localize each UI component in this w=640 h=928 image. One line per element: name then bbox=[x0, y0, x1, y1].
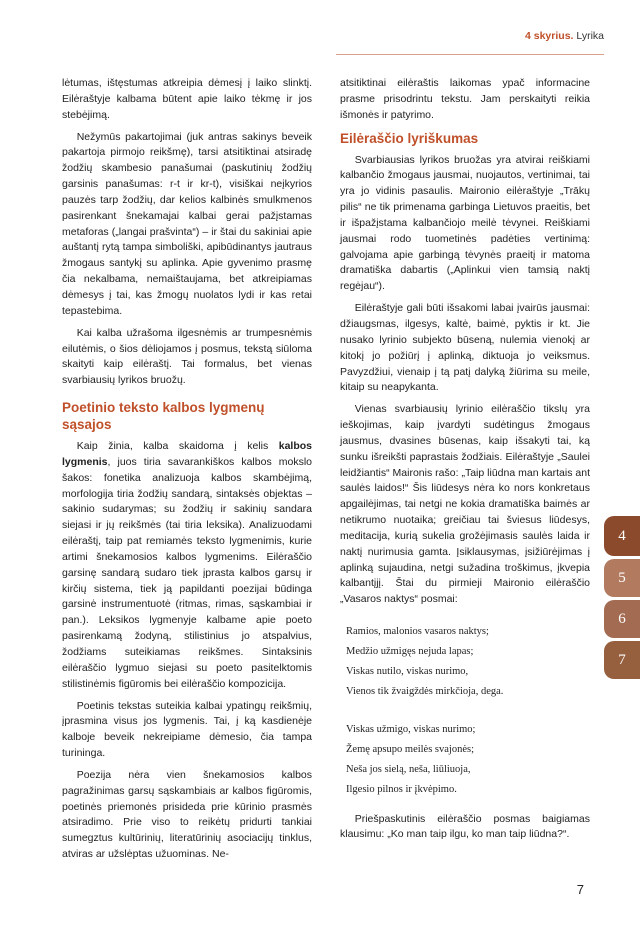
chapter-tab-4[interactable]: 4 bbox=[604, 516, 640, 556]
poem-line: Ramios, malonios vasaros naktys; bbox=[346, 626, 489, 638]
paragraph: Poetinis tekstas suteikia kalbai ypatingų reikšmių, įprasmina visus jos lygmenis. Tai, į ką kasdienėje kalboje beveik nekreipiame dėmesio, čia tampa turininga. bbox=[62, 699, 312, 760]
poem-line: Neša jos sielą, neša, liūliuoja, bbox=[346, 763, 471, 775]
left-column bbox=[62, 76, 312, 869]
running-head bbox=[525, 30, 604, 42]
section-heading: Poetinio teksto kalbos lygmenų sąsajos bbox=[62, 400, 265, 433]
header-rule bbox=[336, 54, 604, 55]
paragraph-text: , juos tiria savarankiškos kalbos mokslo šakos: fonetika analizuoja kalbos skambėjimą, morfologija tiria žodžių sandarą, sintaksės objektas – sakinio sudarymas; su žodžių ir sakinių sandara siejasi ir jų reikšmės (tai tiria leksika). Analizuodami eilėraštį, taip pat remiamės teksto lygmenimis, kurie artimi šnekamosios kalbos lygmenims. Eilėraščio garsinę sandarą sudaro tiek įprasta kalbos garsų ir kirčių sistema, tiek ją papildanti poezijai būdinga garsinė instrumentuotė (ritmas, rimas, sąskambiai ir pan.). Leksikos lygmenyje kalbame apie poeto pasirenkamą žodyną, stilistinius jo atspalvius, žodžiams suteikiamas reikšmes. Sintaksinis eilėraščio lygmuo siejasi su poeto pasitelktomis stilistinėmis figūromis bei eilėraščio kompozicija. bbox=[62, 455, 312, 690]
paragraph: Kai kalba užrašoma ilgesnėmis ar trumpesnėmis eilutėmis, o šios dėliojamos į posmus, tekstą siūloma skaityti kaip eilėraštį. Tai formalus, bet vienas svarbiausių lyrikos bruožų. bbox=[62, 326, 312, 387]
paragraph: lėtumas, ištęstumas atkreipia dėmesį į laiko slinktį. Eilėraštyje kalbama būtent apie laiko tėkmę ir jos stebėjimą. bbox=[62, 77, 312, 121]
poem-line: Vienos tik žvaigždės mirkčioja, dega. bbox=[346, 685, 504, 697]
paragraph: atsitiktinai eilėraštis laikomas ypač informacine prasme prisodrintu tekstu. Jam perskaityti reikia išmonės ir patyrimo. bbox=[340, 77, 590, 121]
poem-line: Žemę apsupo meilės svajonės; bbox=[346, 744, 475, 756]
chapter-tabs bbox=[604, 516, 640, 682]
paragraph: Poezija nėra vien šnekamosios kalbos pagražinimas garsų sąskambiais ar kalbos figūromis, poetinės priemonės prisideda prie kūrinio prasmės atsiradimo. Prie viso to reikėtų pridurti tankiai sumegztus kultūrinių, literatūrinių asociacijų tinklus, atviras ar užslėptas užuominas. Ne- bbox=[62, 768, 312, 861]
paragraph-text: Kaip žinia, kalba skaidoma į kelis bbox=[76, 440, 279, 453]
bold-term: kalbos lygmenis bbox=[62, 440, 312, 468]
right-column bbox=[340, 76, 590, 849]
section-heading: Eilėraščio lyriškumas bbox=[340, 130, 479, 146]
paragraph: Eilėraštyje gali būti išsakomi labai įvairūs jausmai: džiaugsmas, ilgesys, kaltė, baimė, pyktis ir kt. Jie nusako lyrinio subjekto būseną, nulemia vienokį ar kitokį jo požiūrį į aplinką, diktuoja jo veiksmus. Pavyzdžiui, vienaip į tą patį dalyką žiūrima su meile, kitaip su neapykanta. bbox=[340, 302, 590, 394]
poem-line: Viskas nutilo, viskas nurimo, bbox=[346, 665, 469, 677]
chapter-tab-5[interactable]: 5 bbox=[604, 559, 640, 597]
paragraph: Nežymūs pakartojimai (juk antras sakinys beveik pakartoja pirmojo reikšmę), tarsi atsitiktinai atsiradę žodžių skambesio panašumai (paskutinių žodžių garsinis panašumas: r-t ir kr-t), visiškai neįkyrios pauzės tarp žodžių, dar kelios kalbinės smulkmenos pasirenkant šnekamajai kalbai gerai pažįstamas metaforas („langai prašvinta“) – ir štai du sakiniai apie auštantį rytą tampa simboliški, apibūdinantys jautraus žmogaus santykį su aplinka. Apie gyvenimo prasmę čia nekalbama, nemaištaujama, bet atkreipiamas dėmesys į tai, kas žmogų nuolatos lydi ir kas retai tepastebima. bbox=[62, 130, 312, 317]
poem-line: Ilgesio pilnos ir įkvėpimo. bbox=[346, 783, 457, 795]
page-number: 7 bbox=[576, 882, 584, 897]
paragraph: Svarbiausias lyrikos bruožas yra atvirai reiškiami kalbančio žmogaus jausmai, nuojautos, vertinimai, tai yra jo vidinis pasaulis. Maironio eilėraštyje „Trākų pilis“ ne tik primenama garbinga Lietuvos praeitis, bet ir išpažįstama kalbančiojo meilė tėvynei. Reiškiami jausmai rodo tuometinės padėties vertinimą: galvojama apie garbingą tėvynės praeitį ir matoma dramatiška dabartis („Aplinkui vien tamsią naktį regėjau“). bbox=[340, 153, 590, 293]
chapter-tab-6[interactable]: 6 bbox=[604, 600, 640, 638]
stanza-break bbox=[346, 701, 590, 720]
paragraph: Vienas svarbiausių lyrinio eilėraščio tikslų yra ieškojimas, kaip įvardyti sudėtingus žmogaus jausmus, dvasines būsenas, kaip išsakyti tai, ką sunku išreikšti paprastais žodžiais. Eilėraštyje „Saulei leidžiantis“ Maironis rašo: „Taip liūdna man kartais ant saulės laidos!“ Šis liūdesys nėra ko nors konkretaus apgailėjimas, tai netgi ne kokia dramatiška baimės ar netikrumo nuotaika; greičiau tai šviesus liūdesys, meditacija, kurią sukelia grožėjimasis saulės laida ir naktį nurimusia gamta. Įsiklausymas, įsižiūrėjimas į aplinką sujaudina, netgi sužadina troškimus, įkvepia kalbantįjį. Štai du pirmieji Maironio eilėraščio „Vasaros naktys“ posmai: bbox=[340, 403, 590, 606]
paragraph: Priešpaskutinis eilėraščio posmas baigiamas klausimu: „Ko man taip ilgu, ko man taip liūdna?“. bbox=[340, 812, 590, 841]
paragraph bbox=[62, 439, 312, 693]
poem-quote bbox=[340, 622, 590, 799]
section-label: Lyrika bbox=[576, 30, 604, 42]
chapter-tab-7[interactable]: 7 bbox=[604, 641, 640, 679]
poem-line: Medžio užmigęs nejuda lapas; bbox=[346, 645, 474, 657]
chapter-label: 4 skyrius. bbox=[525, 30, 574, 42]
poem-line: Viskas užmigo, viskas nurimo; bbox=[346, 724, 476, 736]
